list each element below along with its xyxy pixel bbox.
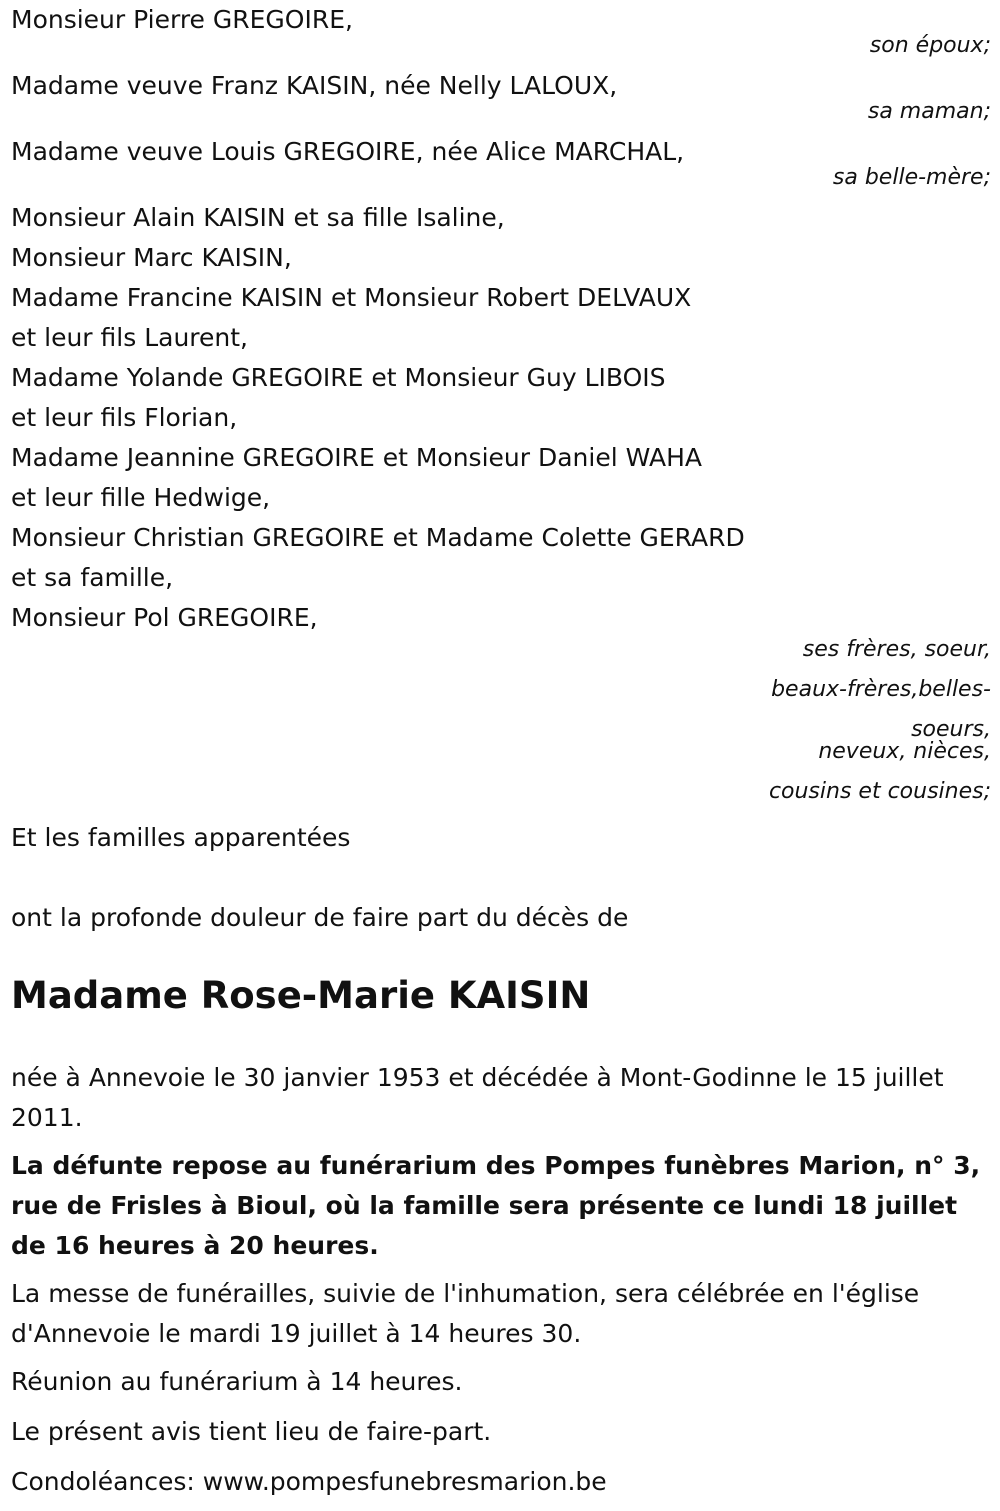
relation-siblings-line: ses frères, soeur,: [802, 637, 991, 662]
family-member-mother-in-law: Madame veuve Louis GREGOIRE, née Alice MARCHAL,: [11, 137, 685, 166]
sibling-line: et leur fille Hedwige,: [11, 483, 271, 512]
relation-siblings: [11, 638, 991, 804]
obituary-notice: [11, 0, 991, 1502]
announcement-text: ont la profonde douleur de faire part du décès de: [11, 903, 629, 932]
relation-siblings-line: neveux, nièces,: [818, 739, 991, 764]
sibling-line: Madame Jeannine GREGOIRE et Monsieur Daniel WAHA: [11, 443, 702, 472]
relation-siblings-line: cousins et cousines;: [768, 779, 991, 804]
sibling-line: Monsieur Pol GREGOIRE,: [11, 603, 318, 632]
relation-mother-in-law: sa belle-mère;: [832, 165, 991, 190]
sibling-line: Monsieur Christian GREGOIRE et Madame Colette GERARD: [11, 523, 745, 552]
funerarium-info: La défunte repose au funérarium des Pompes funèbres Marion, n° 3, rue de Frisles à Bioul, où la famille sera présente ce lundi 18 juillet de 16 heures à 20 heures.: [11, 1151, 981, 1260]
funeral-mass-info: La messe de funérailles, suivie de l'inhumation, sera célébrée en l'église d'Annevoie le mardi 19 juillet à 14 heures 30.: [11, 1279, 920, 1348]
family-member-spouse: Monsieur Pierre GREGOIRE,: [11, 5, 353, 34]
sibling-line: Madame Francine KAISIN et Monsieur Robert DELVAUX: [11, 283, 692, 312]
deceased-name: Madame Rose-Marie KAISIN: [11, 974, 591, 1017]
relation-siblings-line: beaux-frères,belles-: [771, 677, 991, 702]
sibling-line: et leur fils Florian,: [11, 403, 238, 432]
relation-mother: sa maman;: [867, 99, 991, 124]
sibling-line: Madame Yolande GREGOIRE et Monsieur Guy LIBOIS: [11, 363, 666, 392]
notice-info: Le présent avis tient lieu de faire-part.: [11, 1417, 492, 1446]
relation-siblings-line: soeurs,: [911, 717, 991, 742]
family-member-mother: Madame veuve Franz KAISIN, née Nelly LALOUX,: [11, 71, 618, 100]
condolences-info: Condoléances: www.pompesfunebresmarion.be: [11, 1467, 607, 1496]
sibling-line: et sa famille,: [11, 563, 174, 592]
meeting-info: Réunion au funérarium à 14 heures.: [11, 1367, 463, 1396]
sibling-line: Monsieur Alain KAISIN et sa fille Isaline,: [11, 203, 505, 232]
related-families: Et les familles apparentées: [11, 823, 351, 852]
sibling-line: et leur fils Laurent,: [11, 323, 248, 352]
birth-death-info: née à Annevoie le 30 janvier 1953 et décédée à Mont-Godinne le 15 juillet 2011.: [11, 1063, 944, 1132]
relation-spouse: son époux;: [869, 33, 991, 58]
sibling-line: Monsieur Marc KAISIN,: [11, 243, 292, 272]
siblings-list: [11, 198, 991, 638]
